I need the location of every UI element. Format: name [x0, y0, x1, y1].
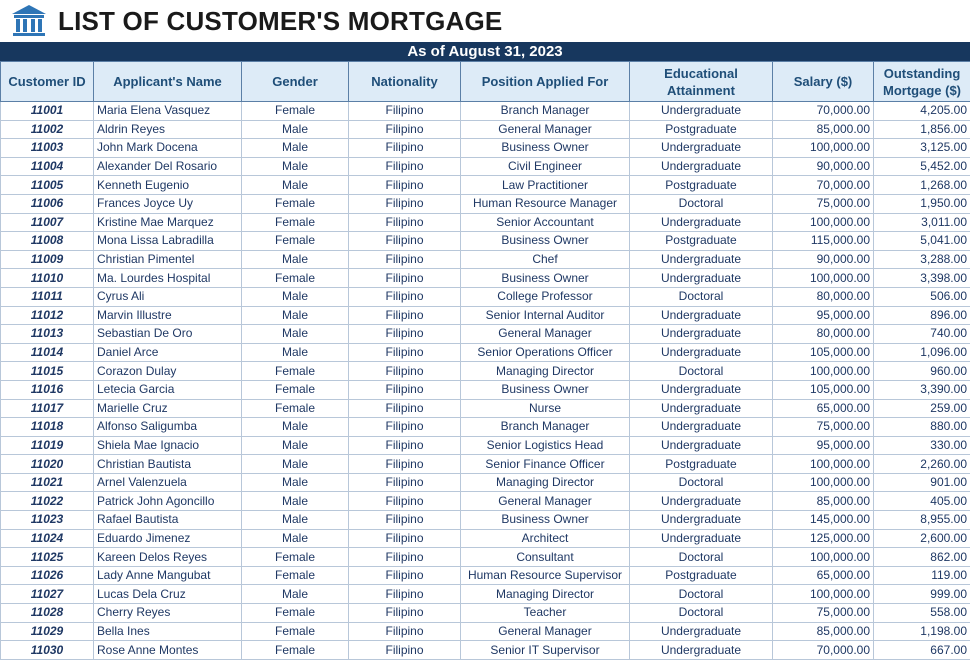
- table-body: [1, 102, 970, 660]
- cell-mortgage: 405.00: [874, 492, 970, 511]
- table-row: [1, 306, 970, 325]
- cell-gender: Male: [242, 436, 349, 455]
- column-header-label: Applicant's Name: [113, 74, 222, 89]
- cell-education: Undergraduate: [630, 325, 773, 344]
- cell-customer-id: 11025: [1, 548, 94, 567]
- cell-customer-id: 11027: [1, 585, 94, 604]
- table-row: [1, 250, 970, 269]
- cell-mortgage: 4,205.00: [874, 102, 970, 121]
- cell-applicant-name: Daniel Arce: [94, 343, 242, 362]
- cell-salary: 100,000.00: [773, 362, 874, 381]
- table-row: [1, 399, 970, 418]
- table-row: [1, 585, 970, 604]
- cell-customer-id: 11019: [1, 436, 94, 455]
- cell-mortgage: 862.00: [874, 548, 970, 567]
- cell-applicant-name: Christian Bautista: [94, 455, 242, 474]
- cell-salary: 100,000.00: [773, 213, 874, 232]
- cell-mortgage: 3,288.00: [874, 250, 970, 269]
- cell-nationality: Filipino: [349, 566, 461, 585]
- cell-mortgage: 3,125.00: [874, 139, 970, 158]
- cell-nationality: Filipino: [349, 325, 461, 344]
- cell-applicant-name: Cherry Reyes: [94, 604, 242, 623]
- column-header-label: Salary ($): [793, 74, 853, 89]
- column-header-label: Outstanding: [883, 65, 961, 81]
- cell-mortgage: 960.00: [874, 362, 970, 381]
- cell-gender: Female: [242, 399, 349, 418]
- cell-mortgage: 896.00: [874, 306, 970, 325]
- cell-salary: 85,000.00: [773, 492, 874, 511]
- table-row: [1, 194, 970, 213]
- cell-nationality: Filipino: [349, 455, 461, 474]
- table-row: [1, 418, 970, 437]
- cell-gender: Male: [242, 325, 349, 344]
- table-row: [1, 362, 970, 381]
- cell-education: Doctoral: [630, 194, 773, 213]
- table-row: [1, 120, 970, 139]
- cell-customer-id: 11008: [1, 232, 94, 251]
- cell-customer-id: 11006: [1, 194, 94, 213]
- cell-nationality: Filipino: [349, 102, 461, 121]
- cell-customer-id: 11013: [1, 325, 94, 344]
- cell-customer-id: 11026: [1, 566, 94, 585]
- cell-nationality: Filipino: [349, 139, 461, 158]
- cell-customer-id: 11005: [1, 176, 94, 195]
- column-header-education: [630, 62, 773, 102]
- cell-applicant-name: Bella Ines: [94, 622, 242, 641]
- cell-salary: 70,000.00: [773, 176, 874, 195]
- cell-education: Undergraduate: [630, 399, 773, 418]
- cell-nationality: Filipino: [349, 343, 461, 362]
- cell-salary: 95,000.00: [773, 306, 874, 325]
- cell-nationality: Filipino: [349, 213, 461, 232]
- cell-applicant-name: Kenneth Eugenio: [94, 176, 242, 195]
- cell-position: Teacher: [461, 604, 630, 623]
- cell-salary: 115,000.00: [773, 232, 874, 251]
- table-row: [1, 157, 970, 176]
- cell-salary: 85,000.00: [773, 120, 874, 139]
- cell-education: Doctoral: [630, 473, 773, 492]
- cell-mortgage: 999.00: [874, 585, 970, 604]
- column-header-label: Position Applied For: [481, 74, 609, 89]
- column-header-label: Attainment: [667, 82, 735, 98]
- cell-mortgage: 119.00: [874, 566, 970, 585]
- cell-customer-id: 11017: [1, 399, 94, 418]
- cell-applicant-name: Aldrin Reyes: [94, 120, 242, 139]
- column-header-label: Educational: [664, 65, 738, 81]
- cell-education: Postgraduate: [630, 455, 773, 474]
- table-row: [1, 343, 970, 362]
- cell-nationality: Filipino: [349, 157, 461, 176]
- title-bar: [0, 0, 970, 42]
- table-row: [1, 287, 970, 306]
- cell-education: Postgraduate: [630, 176, 773, 195]
- cell-applicant-name: Marielle Cruz: [94, 399, 242, 418]
- cell-mortgage: 3,011.00: [874, 213, 970, 232]
- cell-position: Consultant: [461, 548, 630, 567]
- cell-position: General Manager: [461, 120, 630, 139]
- column-header-customer-id: [1, 62, 94, 102]
- cell-education: Undergraduate: [630, 641, 773, 660]
- cell-nationality: Filipino: [349, 194, 461, 213]
- cell-customer-id: 11028: [1, 604, 94, 623]
- table-row: [1, 436, 970, 455]
- cell-position: Branch Manager: [461, 102, 630, 121]
- cell-customer-id: 11004: [1, 157, 94, 176]
- cell-gender: Female: [242, 194, 349, 213]
- cell-customer-id: 11016: [1, 380, 94, 399]
- table-row: [1, 548, 970, 567]
- column-header-applicant-name: [94, 62, 242, 102]
- bank-icon: [10, 3, 48, 39]
- cell-mortgage: 259.00: [874, 399, 970, 418]
- cell-nationality: Filipino: [349, 306, 461, 325]
- column-header-label: Nationality: [371, 74, 438, 89]
- cell-education: Doctoral: [630, 548, 773, 567]
- cell-salary: 65,000.00: [773, 566, 874, 585]
- cell-salary: 105,000.00: [773, 343, 874, 362]
- cell-customer-id: 11015: [1, 362, 94, 381]
- cell-nationality: Filipino: [349, 176, 461, 195]
- cell-customer-id: 11011: [1, 287, 94, 306]
- cell-applicant-name: Shiela Mae Ignacio: [94, 436, 242, 455]
- cell-education: Doctoral: [630, 604, 773, 623]
- cell-position: Law Practitioner: [461, 176, 630, 195]
- cell-position: Senior Internal Auditor: [461, 306, 630, 325]
- cell-mortgage: 2,600.00: [874, 529, 970, 548]
- cell-education: Undergraduate: [630, 306, 773, 325]
- cell-education: Undergraduate: [630, 213, 773, 232]
- cell-applicant-name: Rafael Bautista: [94, 511, 242, 530]
- cell-nationality: Filipino: [349, 418, 461, 437]
- table-row: [1, 529, 970, 548]
- cell-position: Managing Director: [461, 473, 630, 492]
- cell-nationality: Filipino: [349, 250, 461, 269]
- cell-salary: 90,000.00: [773, 157, 874, 176]
- cell-customer-id: 11024: [1, 529, 94, 548]
- cell-mortgage: 5,041.00: [874, 232, 970, 251]
- cell-nationality: Filipino: [349, 585, 461, 604]
- cell-salary: 70,000.00: [773, 641, 874, 660]
- cell-salary: 100,000.00: [773, 269, 874, 288]
- cell-customer-id: 11012: [1, 306, 94, 325]
- cell-gender: Female: [242, 566, 349, 585]
- cell-position: Managing Director: [461, 585, 630, 604]
- cell-gender: Female: [242, 232, 349, 251]
- cell-gender: Male: [242, 139, 349, 158]
- cell-salary: 100,000.00: [773, 548, 874, 567]
- cell-customer-id: 11030: [1, 641, 94, 660]
- cell-nationality: Filipino: [349, 622, 461, 641]
- column-header-gender: [242, 62, 349, 102]
- cell-applicant-name: Arnel Valenzuela: [94, 473, 242, 492]
- cell-mortgage: 1,950.00: [874, 194, 970, 213]
- cell-applicant-name: Ma. Lourdes Hospital: [94, 269, 242, 288]
- cell-education: Postgraduate: [630, 566, 773, 585]
- cell-nationality: Filipino: [349, 399, 461, 418]
- cell-position: Business Owner: [461, 232, 630, 251]
- cell-salary: 75,000.00: [773, 194, 874, 213]
- cell-customer-id: 11001: [1, 102, 94, 121]
- cell-gender: Female: [242, 269, 349, 288]
- cell-position: Business Owner: [461, 269, 630, 288]
- cell-gender: Male: [242, 473, 349, 492]
- table-row: [1, 325, 970, 344]
- table-row: [1, 213, 970, 232]
- cell-mortgage: 330.00: [874, 436, 970, 455]
- table-row: [1, 455, 970, 474]
- cell-mortgage: 8,955.00: [874, 511, 970, 530]
- cell-nationality: Filipino: [349, 232, 461, 251]
- cell-education: Undergraduate: [630, 436, 773, 455]
- cell-salary: 75,000.00: [773, 604, 874, 623]
- cell-mortgage: 5,452.00: [874, 157, 970, 176]
- cell-gender: Female: [242, 548, 349, 567]
- table-row: [1, 269, 970, 288]
- cell-nationality: Filipino: [349, 492, 461, 511]
- cell-gender: Male: [242, 343, 349, 362]
- cell-customer-id: 11018: [1, 418, 94, 437]
- column-header-label: Gender: [272, 74, 318, 89]
- cell-position: Senior Logistics Head: [461, 436, 630, 455]
- cell-salary: 100,000.00: [773, 585, 874, 604]
- table-row: [1, 622, 970, 641]
- table-row: [1, 492, 970, 511]
- cell-nationality: Filipino: [349, 287, 461, 306]
- cell-salary: 145,000.00: [773, 511, 874, 530]
- cell-gender: Male: [242, 418, 349, 437]
- cell-education: Undergraduate: [630, 622, 773, 641]
- cell-customer-id: 11010: [1, 269, 94, 288]
- cell-applicant-name: Patrick John Agoncillo: [94, 492, 242, 511]
- cell-position: Human Resource Manager: [461, 194, 630, 213]
- cell-mortgage: 1,198.00: [874, 622, 970, 641]
- cell-salary: 105,000.00: [773, 380, 874, 399]
- cell-salary: 80,000.00: [773, 325, 874, 344]
- cell-salary: 70,000.00: [773, 102, 874, 121]
- cell-education: Undergraduate: [630, 250, 773, 269]
- table-row: [1, 176, 970, 195]
- cell-education: Undergraduate: [630, 529, 773, 548]
- column-header-label: Customer ID: [8, 74, 86, 89]
- cell-position: General Manager: [461, 492, 630, 511]
- cell-gender: Male: [242, 287, 349, 306]
- cell-education: Undergraduate: [630, 157, 773, 176]
- cell-applicant-name: Corazon Dulay: [94, 362, 242, 381]
- cell-nationality: Filipino: [349, 548, 461, 567]
- cell-gender: Male: [242, 529, 349, 548]
- cell-nationality: Filipino: [349, 362, 461, 381]
- cell-education: Postgraduate: [630, 120, 773, 139]
- cell-gender: Female: [242, 641, 349, 660]
- cell-applicant-name: Kristine Mae Marquez: [94, 213, 242, 232]
- cell-gender: Male: [242, 455, 349, 474]
- cell-position: Senior Accountant: [461, 213, 630, 232]
- cell-nationality: Filipino: [349, 641, 461, 660]
- cell-education: Undergraduate: [630, 269, 773, 288]
- table-row: [1, 232, 970, 251]
- cell-applicant-name: Alexander Del Rosario: [94, 157, 242, 176]
- cell-mortgage: 1,856.00: [874, 120, 970, 139]
- cell-customer-id: 11014: [1, 343, 94, 362]
- cell-applicant-name: Lucas Dela Cruz: [94, 585, 242, 604]
- cell-customer-id: 11007: [1, 213, 94, 232]
- cell-mortgage: 1,096.00: [874, 343, 970, 362]
- cell-position: Branch Manager: [461, 418, 630, 437]
- cell-mortgage: 506.00: [874, 287, 970, 306]
- cell-position: Business Owner: [461, 511, 630, 530]
- cell-education: Doctoral: [630, 585, 773, 604]
- cell-nationality: Filipino: [349, 473, 461, 492]
- cell-gender: Male: [242, 176, 349, 195]
- cell-customer-id: 11020: [1, 455, 94, 474]
- cell-gender: Female: [242, 604, 349, 623]
- cell-applicant-name: Eduardo Jimenez: [94, 529, 242, 548]
- cell-salary: 125,000.00: [773, 529, 874, 548]
- cell-customer-id: 11029: [1, 622, 94, 641]
- cell-position: Civil Engineer: [461, 157, 630, 176]
- cell-mortgage: 740.00: [874, 325, 970, 344]
- table-row: [1, 566, 970, 585]
- cell-applicant-name: Alfonso Saligumba: [94, 418, 242, 437]
- cell-position: Business Owner: [461, 380, 630, 399]
- cell-position: Managing Director: [461, 362, 630, 381]
- cell-gender: Female: [242, 362, 349, 381]
- cell-position: General Manager: [461, 622, 630, 641]
- table-row: [1, 102, 970, 121]
- cell-gender: Male: [242, 492, 349, 511]
- cell-applicant-name: Mona Lissa Labradilla: [94, 232, 242, 251]
- table-row: [1, 641, 970, 660]
- cell-education: Undergraduate: [630, 492, 773, 511]
- cell-gender: Female: [242, 380, 349, 399]
- cell-gender: Female: [242, 102, 349, 121]
- cell-position: Chef: [461, 250, 630, 269]
- table-row: [1, 511, 970, 530]
- table-row: [1, 604, 970, 623]
- cell-salary: 85,000.00: [773, 622, 874, 641]
- cell-salary: 100,000.00: [773, 139, 874, 158]
- column-header-label: Mortgage ($): [883, 82, 961, 98]
- cell-salary: 95,000.00: [773, 436, 874, 455]
- cell-nationality: Filipino: [349, 604, 461, 623]
- cell-education: Undergraduate: [630, 418, 773, 437]
- cell-mortgage: 1,268.00: [874, 176, 970, 195]
- cell-position: Business Owner: [461, 139, 630, 158]
- cell-applicant-name: Kareen Delos Reyes: [94, 548, 242, 567]
- cell-nationality: Filipino: [349, 120, 461, 139]
- cell-education: Doctoral: [630, 362, 773, 381]
- cell-applicant-name: Letecia Garcia: [94, 380, 242, 399]
- cell-nationality: Filipino: [349, 269, 461, 288]
- cell-education: Undergraduate: [630, 343, 773, 362]
- cell-education: Undergraduate: [630, 511, 773, 530]
- column-header-nationality: [349, 62, 461, 102]
- cell-applicant-name: Frances Joyce Uy: [94, 194, 242, 213]
- cell-position: Senior IT Supervisor: [461, 641, 630, 660]
- column-header-position: [461, 62, 630, 102]
- cell-salary: 100,000.00: [773, 473, 874, 492]
- cell-applicant-name: Marvin Illustre: [94, 306, 242, 325]
- cell-applicant-name: Lady Anne Mangubat: [94, 566, 242, 585]
- cell-education: Doctoral: [630, 287, 773, 306]
- cell-gender: Male: [242, 585, 349, 604]
- cell-customer-id: 11023: [1, 511, 94, 530]
- table-row: [1, 139, 970, 158]
- cell-nationality: Filipino: [349, 380, 461, 399]
- cell-position: Senior Finance Officer: [461, 455, 630, 474]
- cell-applicant-name: John Mark Docena: [94, 139, 242, 158]
- cell-salary: 65,000.00: [773, 399, 874, 418]
- as-of-date-banner: As of August 31, 2023: [0, 42, 970, 61]
- cell-position: General Manager: [461, 325, 630, 344]
- cell-salary: 100,000.00: [773, 455, 874, 474]
- cell-applicant-name: Cyrus Ali: [94, 287, 242, 306]
- cell-mortgage: 901.00: [874, 473, 970, 492]
- cell-applicant-name: Sebastian De Oro: [94, 325, 242, 344]
- cell-nationality: Filipino: [349, 436, 461, 455]
- cell-mortgage: 3,398.00: [874, 269, 970, 288]
- cell-customer-id: 11003: [1, 139, 94, 158]
- cell-mortgage: 558.00: [874, 604, 970, 623]
- cell-position: Human Resource Supervisor: [461, 566, 630, 585]
- cell-education: Undergraduate: [630, 139, 773, 158]
- cell-customer-id: 11021: [1, 473, 94, 492]
- cell-education: Undergraduate: [630, 102, 773, 121]
- table-row: [1, 473, 970, 492]
- cell-gender: Male: [242, 157, 349, 176]
- cell-nationality: Filipino: [349, 529, 461, 548]
- cell-position: Senior Operations Officer: [461, 343, 630, 362]
- cell-nationality: Filipino: [349, 511, 461, 530]
- cell-applicant-name: Maria Elena Vasquez: [94, 102, 242, 121]
- cell-mortgage: 2,260.00: [874, 455, 970, 474]
- cell-mortgage: 667.00: [874, 641, 970, 660]
- cell-customer-id: 11009: [1, 250, 94, 269]
- page-title: LIST OF CUSTOMER'S MORTGAGE: [58, 6, 503, 36]
- cell-mortgage: 880.00: [874, 418, 970, 437]
- cell-salary: 80,000.00: [773, 287, 874, 306]
- cell-position: Nurse: [461, 399, 630, 418]
- customer-mortgage-table: [0, 61, 970, 660]
- cell-gender: Male: [242, 306, 349, 325]
- cell-customer-id: 11022: [1, 492, 94, 511]
- cell-mortgage: 3,390.00: [874, 380, 970, 399]
- cell-applicant-name: Rose Anne Montes: [94, 641, 242, 660]
- cell-gender: Male: [242, 120, 349, 139]
- column-header-salary: [773, 62, 874, 102]
- cell-position: College Professor: [461, 287, 630, 306]
- cell-salary: 75,000.00: [773, 418, 874, 437]
- cell-gender: Male: [242, 511, 349, 530]
- cell-gender: Female: [242, 622, 349, 641]
- table-header-row: [1, 62, 970, 102]
- cell-gender: Male: [242, 250, 349, 269]
- cell-position: Architect: [461, 529, 630, 548]
- table-row: [1, 380, 970, 399]
- cell-education: Undergraduate: [630, 380, 773, 399]
- column-header-mortgage: [874, 62, 970, 102]
- cell-education: Postgraduate: [630, 232, 773, 251]
- cell-salary: 90,000.00: [773, 250, 874, 269]
- cell-customer-id: 11002: [1, 120, 94, 139]
- cell-applicant-name: Christian Pimentel: [94, 250, 242, 269]
- cell-gender: Female: [242, 213, 349, 232]
